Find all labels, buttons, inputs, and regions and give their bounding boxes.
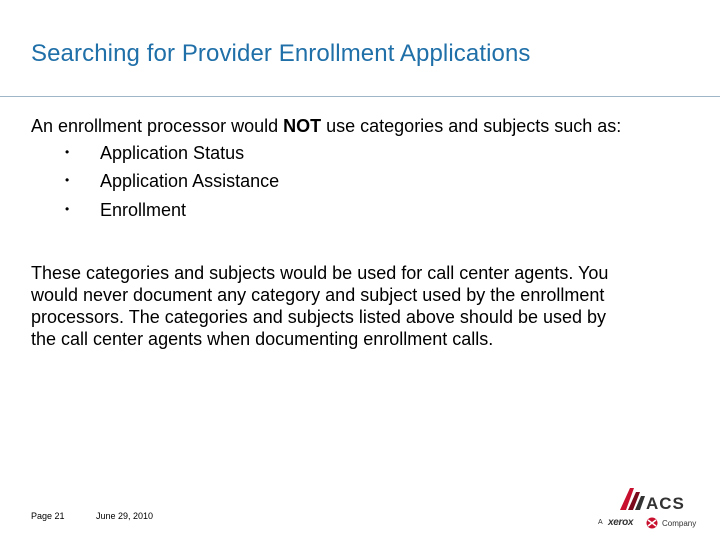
bullet-item: [0, 200, 400, 222]
paragraph-line: processors. The categories and subjects listed above should be used by: [31, 307, 607, 327]
xerox-wordmark: xerox: [608, 517, 634, 528]
intro-after: use categories and subjects such as:: [321, 116, 622, 136]
intro-text: [31, 116, 621, 137]
logo-prefix: A: [598, 519, 603, 526]
paragraph-line: would never document any category and subject used by the enrollment: [31, 285, 605, 305]
xerox-ball-icon: [646, 517, 658, 529]
logo-company: Company: [662, 519, 697, 528]
bullet-text: Application Status: [100, 143, 245, 163]
title-divider: [0, 96, 720, 97]
intro-emphasis: NOT: [283, 116, 322, 136]
bullet-item: [0, 143, 400, 165]
footer-page-number: Page 21: [31, 511, 65, 521]
bullet-text: Application Assistance: [100, 171, 280, 191]
bullet-text: Enrollment: [100, 200, 187, 220]
paragraph-line: These categories and subjects would be used for call center agents. You: [31, 263, 609, 283]
bullet-dot-icon: •: [65, 145, 70, 159]
body-paragraph: [31, 262, 691, 350]
logo-tagline: [596, 517, 706, 531]
paragraph-line: the call center agents when documenting enrollment calls.: [31, 329, 494, 349]
bullet-dot-icon: •: [65, 173, 70, 187]
footer-date: June 29, 2010: [96, 511, 154, 521]
intro-before: An enrollment processor would: [31, 116, 284, 136]
acs-wordmark: ACS: [646, 494, 685, 513]
acs-logo-icon: [618, 484, 688, 514]
bullet-dot-icon: •: [65, 202, 70, 216]
acs-xerox-logo: [596, 484, 706, 532]
slide-title: Searching for Provider Enrollment Applications: [31, 40, 531, 67]
bullet-item: [0, 171, 400, 193]
